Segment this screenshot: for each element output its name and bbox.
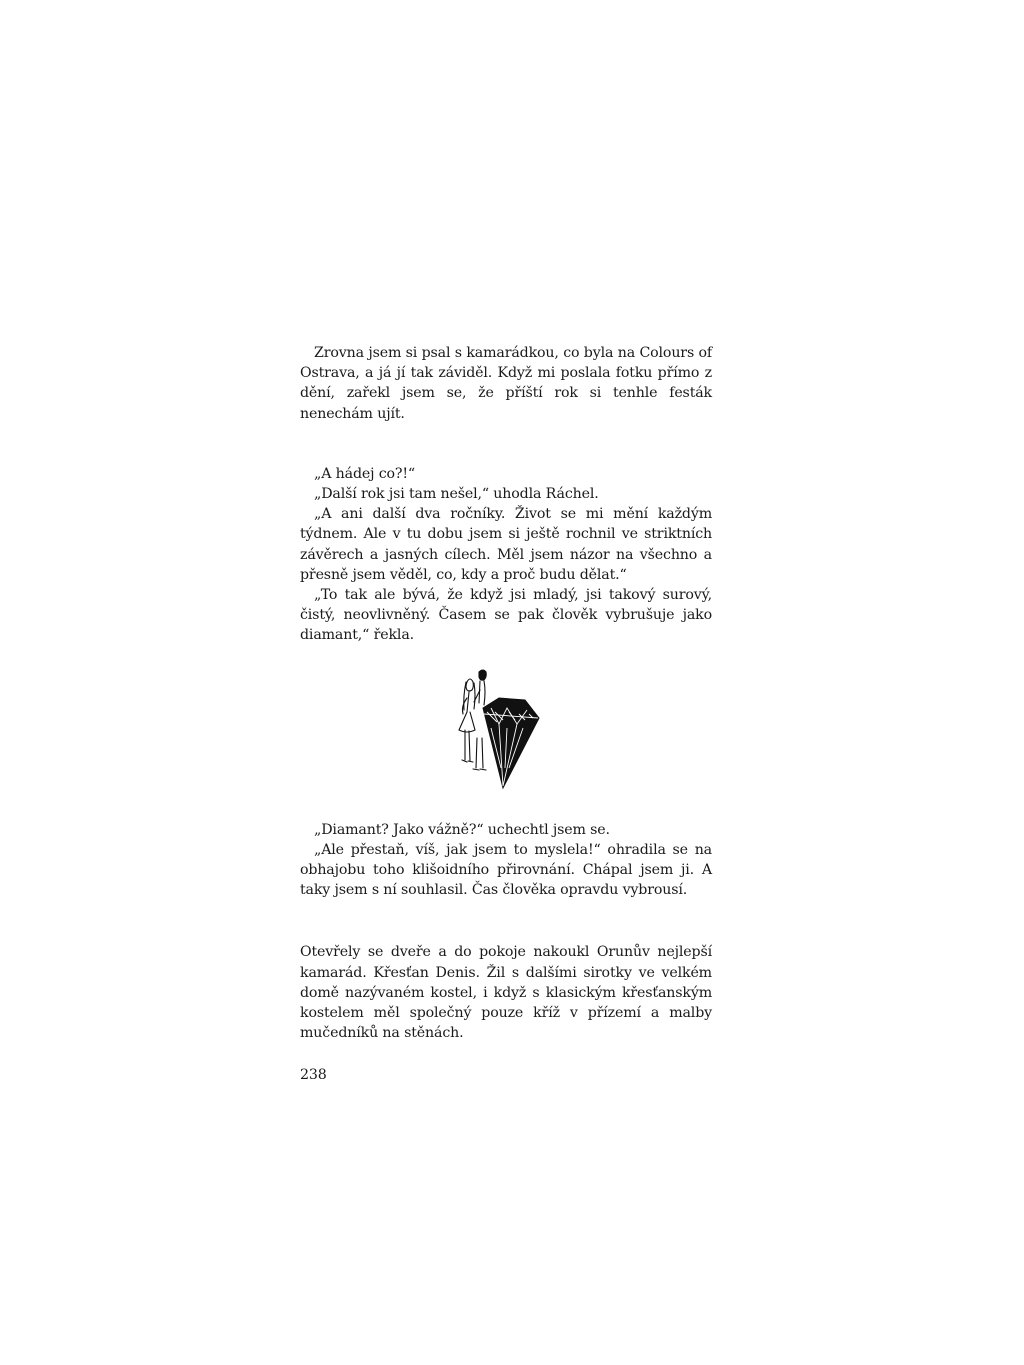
dialogue-line: „A ani další dva ročníky. Život se mi mění každým týdnem. Ale v tu dobu jsem si ještě rochnil ve striktních závěrech a jasných cílech. Měl jsem názor na všechno a přesně jsem věděl, co, kdy a proč budu dělat.“ bbox=[300, 506, 712, 583]
book-page bbox=[300, 343, 712, 1086]
couple-with-diamond-illustration bbox=[447, 668, 547, 792]
paragraph-denis: Otevřely se dveře a do pokoje nakoukl Orunův nejlepší kamarád. Křesťan Denis. Žil s dalšími sirotky ve velkém domě nazývaném kostel, i když s klasickým křesťanským kostelem měl společný pouze kříž v přízemí a malby mučedníků na stěnách. bbox=[300, 944, 712, 1042]
diamond-shape bbox=[483, 698, 539, 788]
dialogue-line: „To tak ale bývá, že když jsi mladý, jsi takový surový, čistý, neovlivněný. Časem se pak člověk vybrušuje jako diamant,“ řekla. bbox=[300, 587, 712, 644]
man-figure bbox=[473, 670, 486, 770]
dialogue-line: „Ale přestaň, víš, jak jsem to myslela!“ ohradila se na obhajobu toho klišoidního přirovnání. Chápal jsem ji. A taky jsem s ní souhlasil. Čas člověka opravdu vybrousí. bbox=[300, 841, 712, 899]
paragraph-colours-ostrava: Zrovna jsem si psal s kamarádkou, co byla na Colours of Ostrava, a já jí tak záviděl. Když mi poslala fotku přímo z dění, zařekl jsem se, že příští rok si tenhle festák nenechám ujít. bbox=[300, 345, 712, 422]
dialogue-line: „Další rok jsi tam nešel,“ uhodla Ráchel. bbox=[314, 486, 599, 503]
dialogue-line: „Diamant? Jako vážně?“ uchechtl jsem se. bbox=[314, 821, 610, 838]
page-number: 238 bbox=[300, 1067, 327, 1084]
section-gap bbox=[300, 424, 712, 464]
dialogue-line: „A hádej co?!“ bbox=[314, 465, 416, 482]
woman-figure bbox=[459, 679, 475, 762]
section-gap bbox=[300, 900, 712, 942]
